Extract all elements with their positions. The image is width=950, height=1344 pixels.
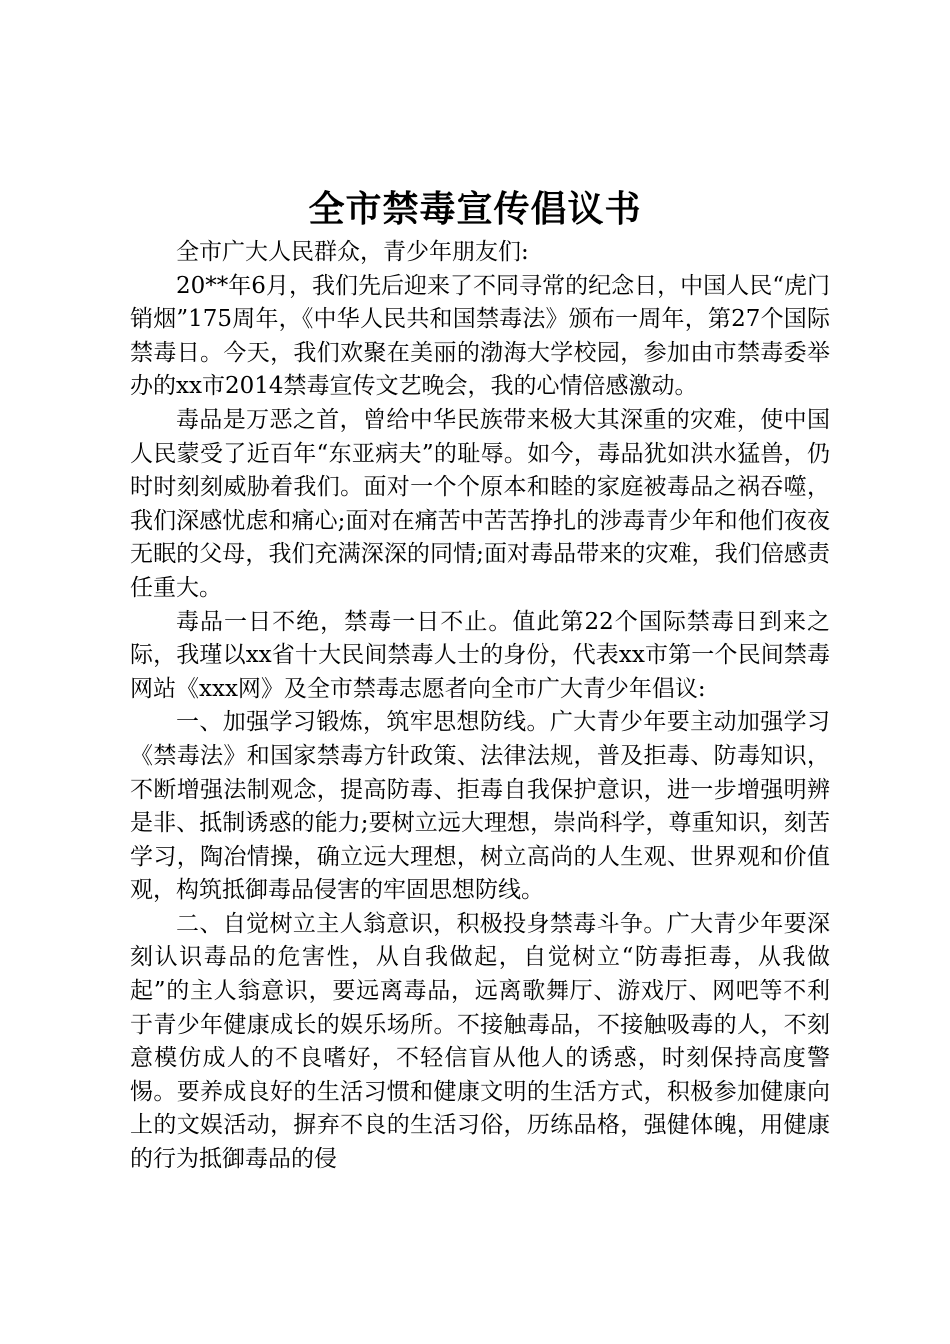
paragraph-drug-harm: 毒品是万恶之首，曾给中华民族带来极大其深重的灾难，使中国人民蒙受了近百年“东亚病夫”的耻辱。如今，毒品犹如洪水猛兽，仍时时刻刻威胁着我们。面对一个个原本和睦的家庭被毒品之祸吞噬，我们深感忧虑和痛心;面对在痛苦中苦苦挣扎的涉毒青少年和他们夜夜无眠的父母，我们充满深深的同情;面对毒品带来的灾难，我们倍感责任重大。 <box>130 406 830 601</box>
document-body <box>130 236 830 1177</box>
paragraph-point-one: 一、加强学习锻炼，筑牢思想防线。广大青少年要主动加强学习《禁毒法》和国家禁毒方针政策、法律法规，普及拒毒、防毒知识，不断增强法制观念，提高防毒、拒毒自我保护意识，进一步增强明辨是非、抵制诱惑的能力;要树立远大理想，崇尚科学，尊重知识，刻苦学习，陶冶情操，确立远大理想，树立高尚的人生观、世界观和价值观，构筑抵御毒品侵害的牢固思想防线。 <box>130 709 830 904</box>
paragraph-point-two: 二、自觉树立主人翁意识，积极投身禁毒斗争。广大青少年要深刻认识毒品的危害性，从自我做起，自觉树立“防毒拒毒，从我做起”的主人翁意识，要远离毒品，远离歌舞厅、游戏厅、网吧等不利于青少年健康成长的娱乐场所。不接触毒品，不接触吸毒的人，不刻意模仿成人的不良嗜好，不轻信盲从他人的诱惑，时刻保持高度警惕。要养成良好的生活习惯和健康文明的生活方式，积极参加健康向上的文娱活动，摒弃不良的生活习俗，历练品格，强健体魄，用健康的行为抵御毒品的侵 <box>130 910 830 1173</box>
paragraph-anniversary: 20**年6月，我们先后迎来了不同寻常的纪念日，中国人民“虎门销烟”175周年，《中华人民共和国禁毒法》颁布一周年，第27个国际禁毒日。今天，我们欢聚在美丽的渤海大学校园，参加由市禁毒委举办的xx市2014禁毒宣传文艺晚会，我的心情倍感激动。 <box>130 272 830 400</box>
salutation: 全市广大人民群众，青少年朋友们: <box>176 239 529 265</box>
document-title: 全市禁毒宣传倡议书 <box>308 189 642 230</box>
paragraph-proposal-intro: 毒品一日不绝，禁毒一日不止。值此第22个国际禁毒日到来之际，我瑾以xx省十大民间禁毒人士的身份，代表xx市第一个民间禁毒网站《xxx网》及全市禁毒志愿者向全市广大青少年倡议: <box>130 608 830 702</box>
